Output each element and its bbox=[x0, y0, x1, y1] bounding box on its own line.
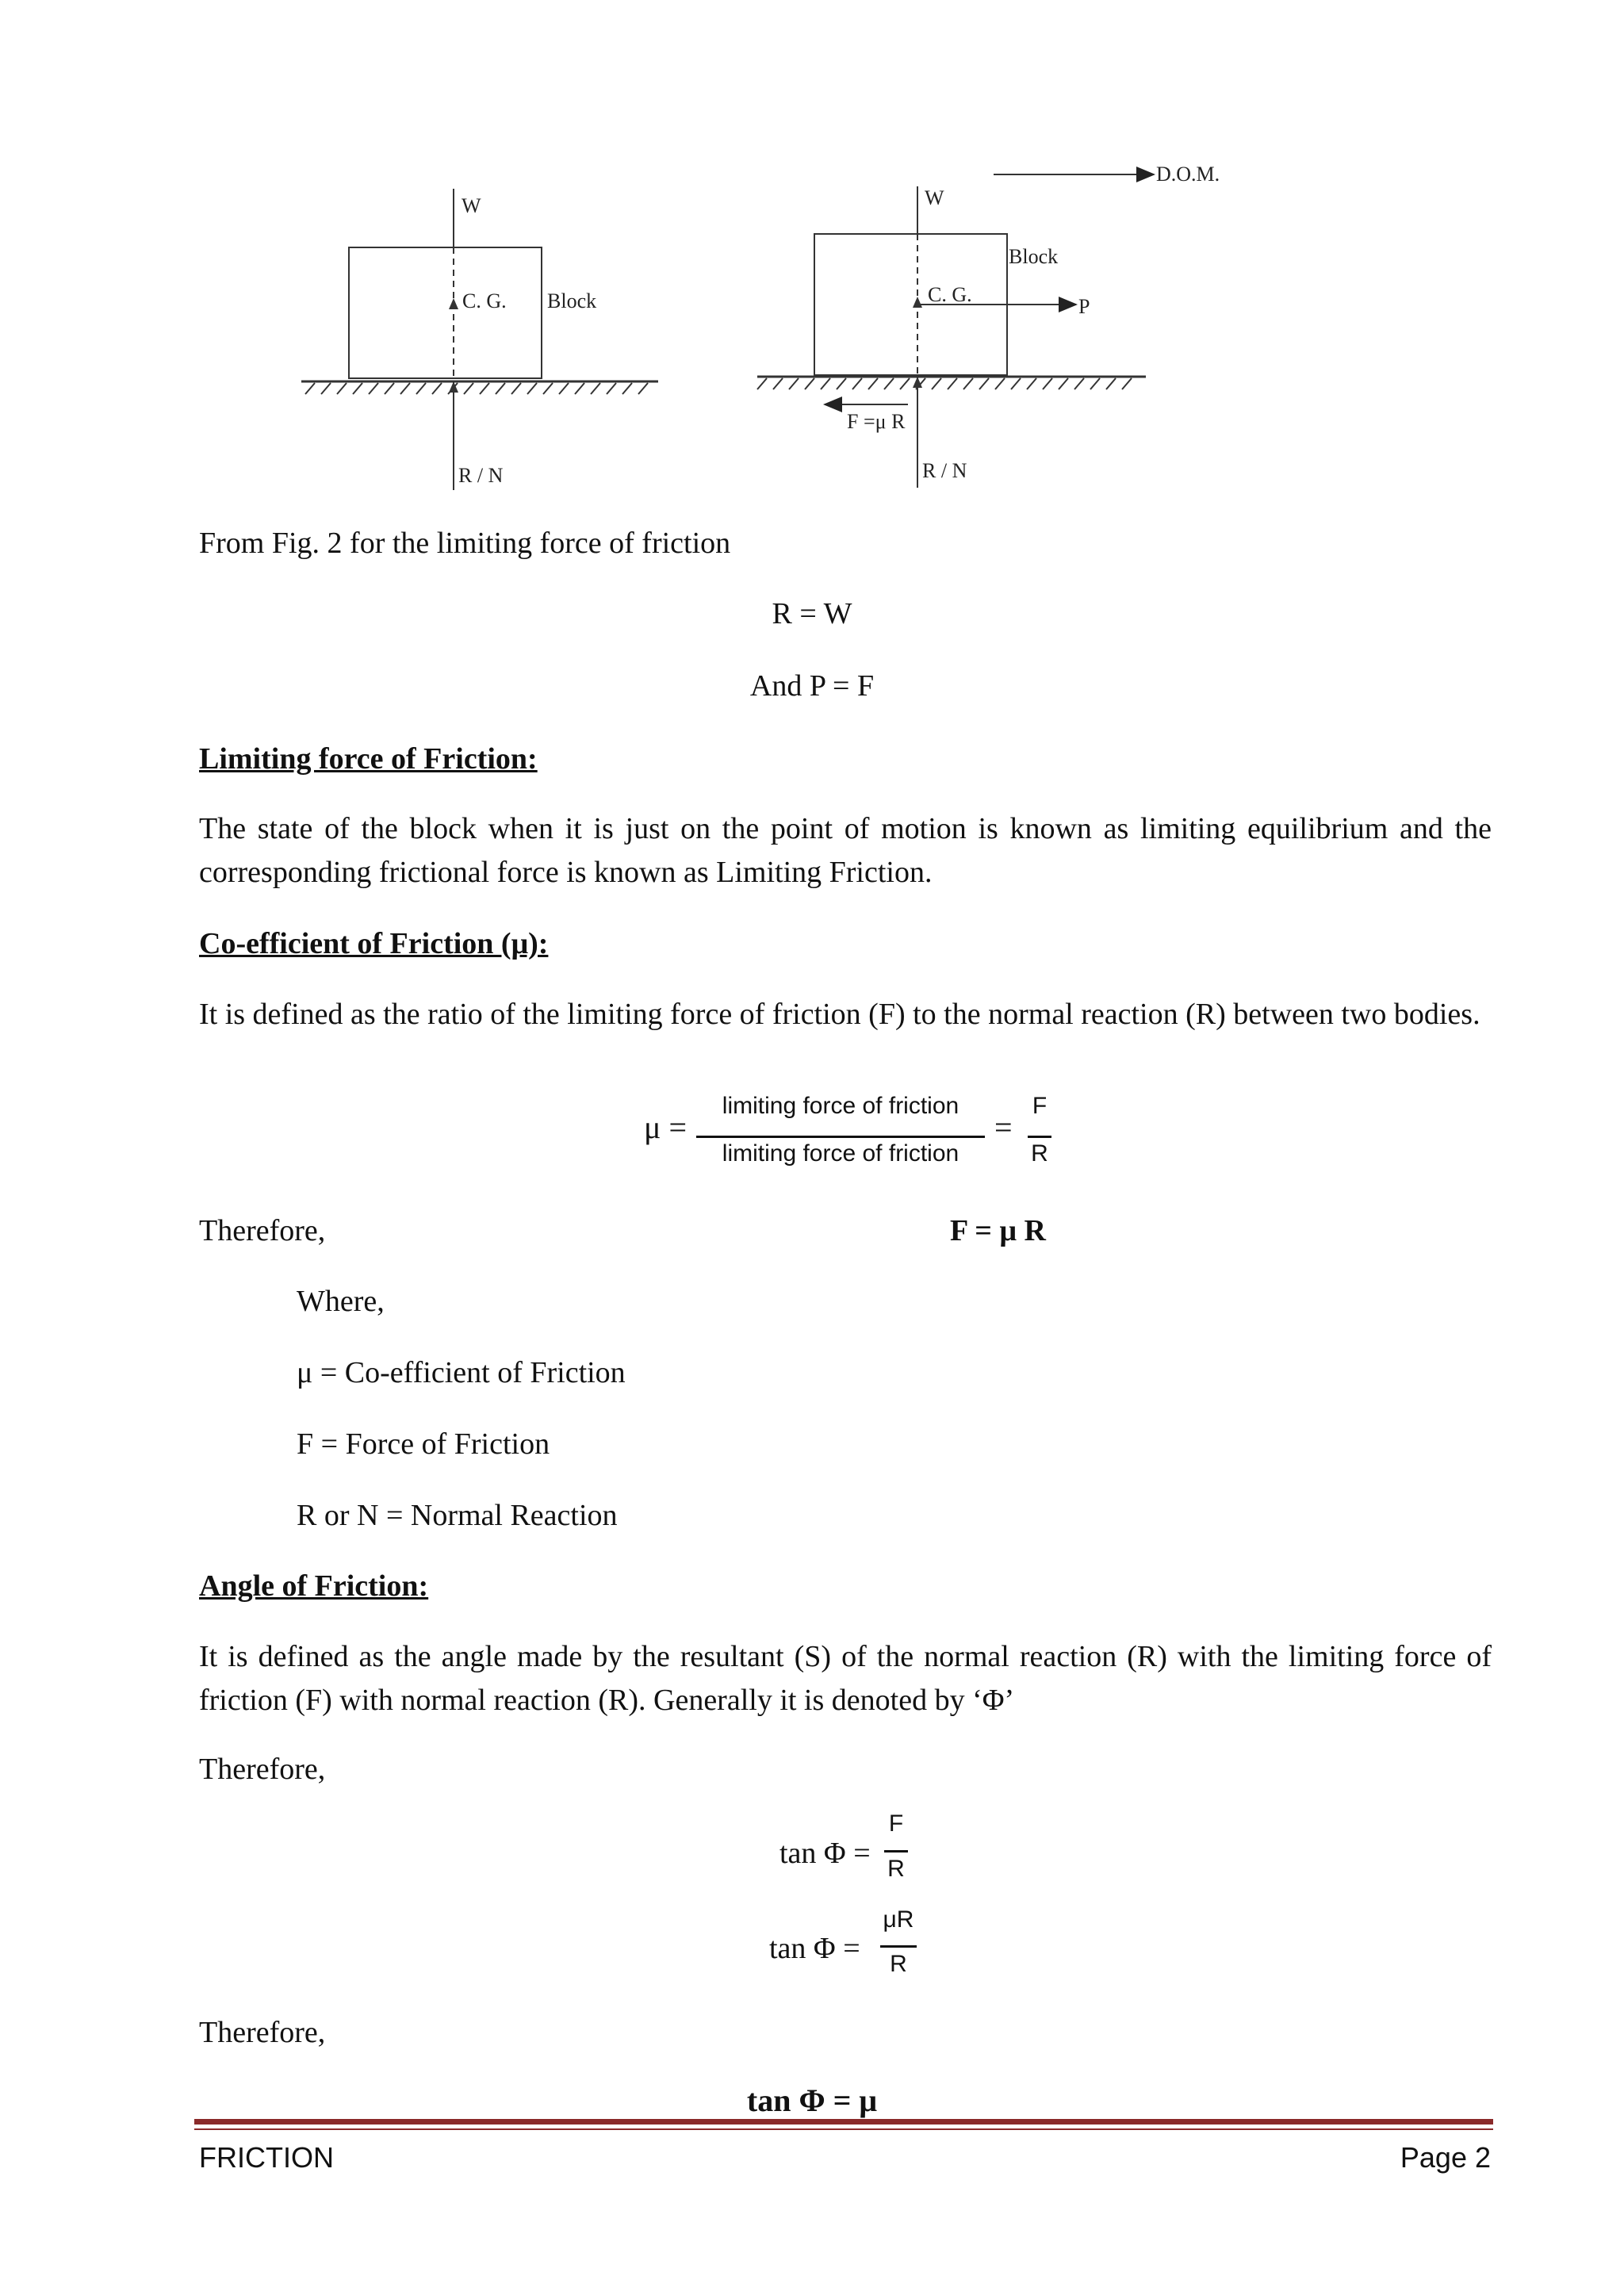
therefore-label-2: Therefore, bbox=[199, 1753, 326, 1786]
definition-r: R or N = Normal Reaction bbox=[297, 1499, 618, 1532]
left-hatching bbox=[305, 383, 648, 394]
right-diagram bbox=[757, 174, 1154, 488]
tan-phi-label-2: tan Φ = bbox=[769, 1932, 860, 1965]
limiting-friction-heading: Limiting force of Friction: bbox=[199, 742, 538, 776]
mu-equals: μ = bbox=[644, 1109, 688, 1145]
right-cg-label: C. G. bbox=[928, 283, 972, 306]
tan-fraction-r-1: R bbox=[887, 1856, 905, 1882]
angle-of-friction-text: It is defined as the angle made by the resultant (S) of the normal reaction (R) with the limiting force of friction (F) with normal reaction (R). Generally it is denoted by ‘Φ’ bbox=[199, 1640, 1492, 1717]
left-block bbox=[349, 247, 542, 378]
left-block-label: Block bbox=[547, 289, 597, 312]
tan-fraction-bar-1 bbox=[884, 1850, 908, 1852]
right-block-label: Block bbox=[1009, 245, 1059, 268]
right-weight-label: W bbox=[925, 186, 944, 209]
right-dom-label: D.O.M. bbox=[1156, 163, 1220, 186]
equation-r-equals-w: R = W bbox=[772, 597, 852, 630]
tan-fraction-r-2: R bbox=[890, 1951, 907, 1977]
right-pull-label: P bbox=[1078, 295, 1090, 318]
definition-f: F = Force of Friction bbox=[297, 1427, 550, 1461]
right-friction-label: F =μ R bbox=[847, 410, 906, 433]
therefore-label-3: Therefore, bbox=[199, 2016, 326, 2049]
right-hatching bbox=[757, 378, 1132, 389]
tan-fraction-mu-r: μR bbox=[883, 1906, 914, 1933]
angle-of-friction-heading: Angle of Friction: bbox=[199, 1569, 429, 1603]
fraction-bar-fr bbox=[1028, 1136, 1051, 1138]
limiting-friction-text: The state of the block when it is just on the point of motion is known as limiting equilibrium and the corresponding frictional force is known as Limiting Friction. bbox=[199, 812, 1492, 889]
equals-sign: = bbox=[994, 1109, 1013, 1145]
coefficient-formula bbox=[0, 1094, 1624, 1182]
tan-phi-label-1: tan Φ = bbox=[779, 1837, 871, 1870]
where-label: Where, bbox=[297, 1285, 385, 1318]
intro-text: From Fig. 2 for the limiting force of friction bbox=[199, 527, 731, 560]
footer-rule-thick bbox=[194, 2119, 1493, 2125]
fraction-denominator: limiting force of friction bbox=[722, 1140, 959, 1167]
fraction-bar bbox=[696, 1136, 985, 1138]
left-reaction-label: R / N bbox=[458, 464, 504, 487]
fraction-r: R bbox=[1031, 1140, 1048, 1167]
result-tan-phi-equals-mu: tan Φ = μ bbox=[746, 2082, 878, 2118]
right-reaction-label: R / N bbox=[922, 459, 967, 482]
footer-title: FRICTION bbox=[199, 2141, 334, 2174]
coefficient-text: It is defined as the ratio of the limiting force of friction (F) to the normal reaction (R) between two bodies. bbox=[199, 998, 1480, 1031]
left-diagram bbox=[301, 189, 658, 490]
fraction-f: F bbox=[1032, 1093, 1048, 1119]
left-weight-label: W bbox=[462, 194, 481, 217]
definition-mu: μ = Co-efficient of Friction bbox=[297, 1356, 626, 1389]
fraction-numerator: limiting force of friction bbox=[722, 1093, 959, 1119]
footer-page-number: Page 2 bbox=[1400, 2141, 1491, 2174]
left-cg-label: C. G. bbox=[462, 289, 507, 312]
therefore-label-1: Therefore, bbox=[199, 1214, 326, 1247]
result-f-equals-mu-r: F = μ R bbox=[950, 1214, 1046, 1247]
friction-figure bbox=[0, 0, 1624, 508]
footer-rule-thin bbox=[194, 2128, 1493, 2130]
tan-fraction-bar-2 bbox=[880, 1945, 917, 1948]
coefficient-heading: Co-efficient of Friction (μ): bbox=[199, 927, 549, 960]
tan-fraction-f: F bbox=[888, 1810, 904, 1837]
equation-p-equals-f: And P = F bbox=[749, 669, 875, 703]
